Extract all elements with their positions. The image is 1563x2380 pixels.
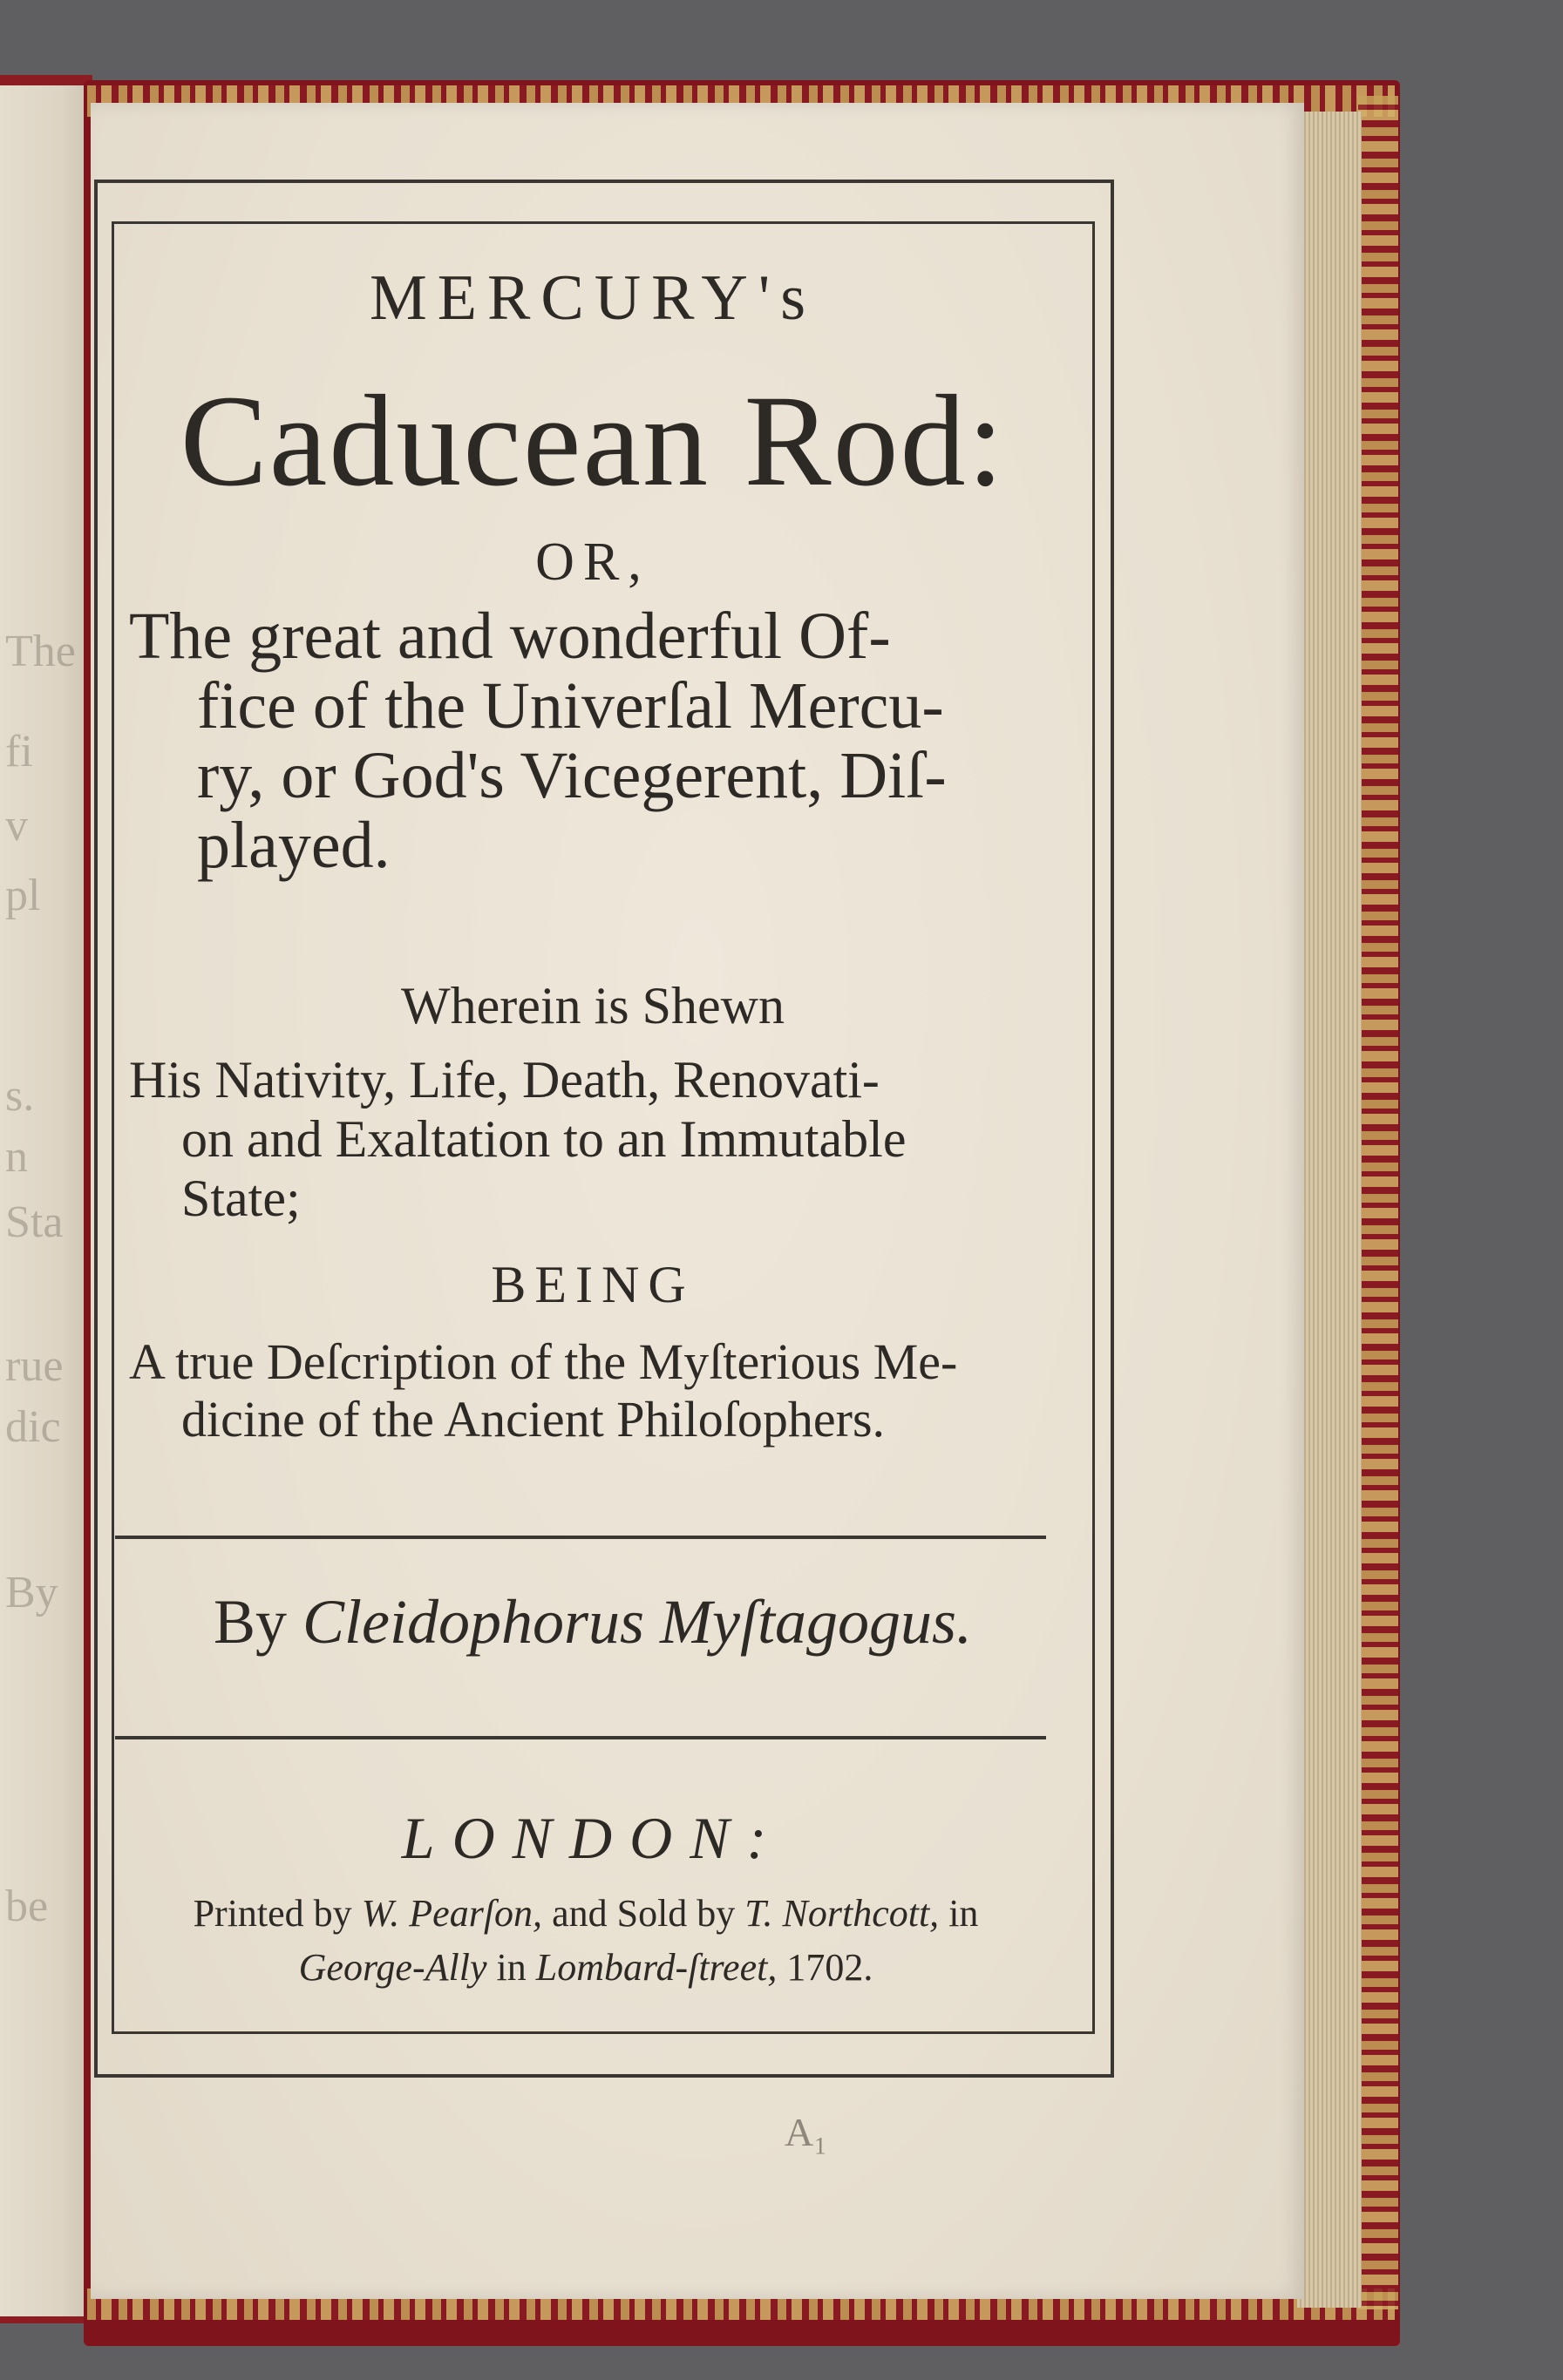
imprint-line-2 bbox=[115, 1941, 1057, 1995]
imprint-seller: T. Northcott, bbox=[744, 1892, 940, 1935]
or-line: OR, bbox=[535, 532, 650, 592]
nativity-paragraph bbox=[129, 1050, 1053, 1228]
left-ghost-text: By bbox=[5, 1568, 58, 1617]
imprint-text: and Sold by bbox=[552, 1892, 736, 1935]
nativity-line: on and Exaltation to an Immutable bbox=[181, 1110, 907, 1168]
running-title: MERCURY's bbox=[369, 262, 816, 334]
description-paragraph bbox=[129, 1333, 1053, 1448]
left-ghost-text: n bbox=[5, 1132, 28, 1182]
imprint-place: George-Ally bbox=[298, 1946, 487, 1989]
imprint-text: in bbox=[948, 1892, 979, 1935]
subtitle-line: fice of the Univerſal Mercu- bbox=[197, 669, 944, 742]
byline bbox=[139, 1586, 1046, 1658]
left-ghost-text: s. bbox=[5, 1071, 35, 1121]
left-ghost-text: Sta bbox=[5, 1197, 64, 1247]
nativity-line: His Nativity, Life, Death, Renovati- bbox=[129, 1051, 880, 1109]
subtitle-line: The great and wonderful Of- bbox=[129, 600, 891, 673]
imprint-street: Lombard-ſtreet, bbox=[535, 1946, 778, 1989]
left-facing-page bbox=[0, 85, 90, 2316]
subtitle-line: played. bbox=[197, 809, 391, 882]
description-line: A true Deſcription of the Myſterious Me- bbox=[129, 1333, 958, 1390]
imprint-text: Printed by bbox=[193, 1892, 352, 1935]
being-heading: BEING bbox=[491, 1256, 695, 1313]
left-ghost-text: pl bbox=[5, 871, 41, 920]
imprint-text: in bbox=[496, 1946, 527, 1989]
page-edges bbox=[1297, 112, 1362, 2308]
left-ghost-text: fi bbox=[5, 727, 33, 776]
author-name: Cleidophorus Myſtagogus. bbox=[302, 1587, 973, 1657]
left-ghost-text: The bbox=[5, 627, 76, 676]
nativity-line: State; bbox=[181, 1170, 301, 1227]
signature-mark: A₁ bbox=[785, 2110, 828, 2154]
left-ghost-text: dic bbox=[5, 1402, 61, 1452]
wherein-heading: Wherein is Shewn bbox=[401, 977, 785, 1034]
imprint-printer: W. Pearſon, bbox=[361, 1892, 543, 1935]
rule-above-byline bbox=[115, 1536, 1046, 1539]
left-ghost-text: be bbox=[5, 1882, 49, 1931]
imprint-city: LONDON: bbox=[401, 1805, 785, 1871]
imprint bbox=[115, 1887, 1057, 1995]
main-title: Caducean Rod: bbox=[180, 369, 1006, 513]
subtitle-line: ry, or God's Vicegerent, Diſ- bbox=[197, 739, 947, 812]
left-ghost-text: rue bbox=[5, 1341, 64, 1391]
imprint-line-1 bbox=[115, 1887, 1057, 1941]
left-ghost-text: v bbox=[5, 801, 28, 851]
imprint-year: 1702. bbox=[786, 1946, 873, 1989]
byline-prefix: By bbox=[213, 1587, 288, 1657]
rule-below-byline bbox=[115, 1736, 1046, 1739]
subtitle bbox=[129, 601, 1053, 880]
gilt-border-right bbox=[1358, 96, 1398, 2309]
description-line: dicine of the Ancient Philoſophers. bbox=[181, 1391, 886, 1448]
